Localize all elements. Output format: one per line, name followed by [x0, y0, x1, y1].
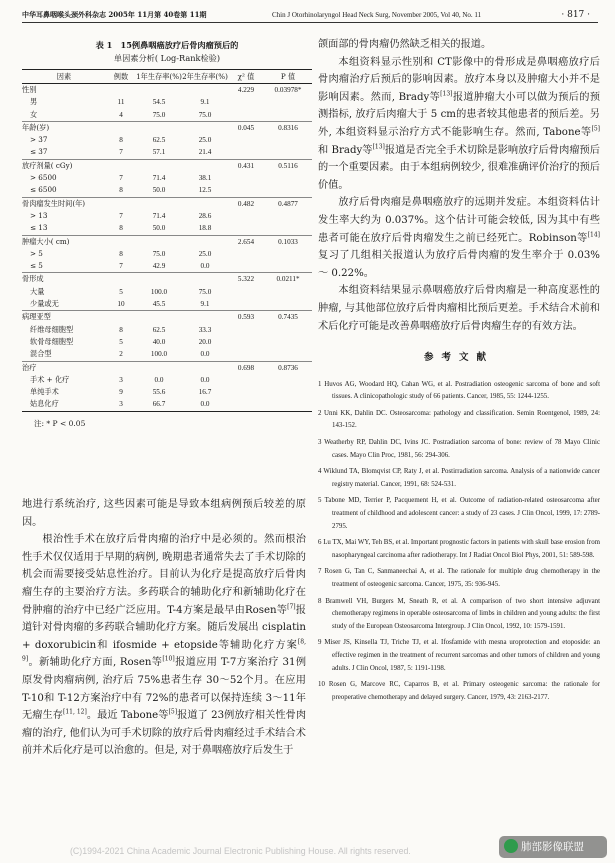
cell-y2: 25.0 — [198, 249, 212, 258]
cell-p — [264, 210, 312, 222]
cell-p — [264, 260, 312, 273]
cell-factor: 治疗 — [22, 361, 106, 374]
cell-p: 0.5116 — [264, 159, 312, 172]
cell-chi — [228, 134, 264, 146]
cell-factor: ≤ 6500 — [30, 185, 57, 195]
cell-y1 — [136, 159, 182, 172]
table-row — [22, 146, 312, 159]
col-header-factor: 因素 — [22, 70, 106, 84]
paragraph: 本组资料结果显示鼻咽癌放疗后骨肉瘤是一种高度恶性的肿瘤, 与其他部位放疗后骨肉瘤相比预后更差。手术结合术前和术后化疗可能是改善鼻咽癌放疗后骨肉瘤生存的有效方法。 — [318, 285, 600, 332]
cell-y1 — [136, 197, 182, 210]
cell-y2 — [182, 197, 228, 210]
table-row — [22, 386, 312, 398]
table-row — [22, 121, 312, 134]
cell-y2: 38.1 — [198, 174, 212, 183]
cell-chi: 5.322 — [228, 273, 264, 286]
table-row — [22, 286, 312, 298]
cell-factor: 女 — [30, 109, 38, 119]
cell-y2: 0.0 — [182, 398, 228, 411]
table-row — [22, 197, 312, 210]
cell-y1 — [136, 361, 182, 374]
table-body — [22, 84, 312, 412]
table-row — [22, 361, 312, 374]
cell-chi: 4.229 — [237, 86, 255, 94]
cell-p — [264, 248, 312, 260]
cell-y2 — [182, 311, 228, 324]
citation: [13] — [372, 143, 385, 151]
cell-p — [264, 146, 312, 159]
cell-y1: 42.9 — [152, 262, 166, 271]
cell-p: 0.0211* — [264, 273, 312, 286]
citation: [8, 9] — [22, 638, 306, 663]
cell-factor: > 6500 — [30, 173, 57, 183]
cell-y1: 100.0 — [150, 287, 168, 296]
reference-item: 9 Miser JS, Kinsella TJ, Triche TJ, et al. Ifosfamide with mesna uroprotection and etoposide: an effective regimen in the treatment of recurrent sarcomas and other tumors of children and young adults. J Clin Oncol, 1987, 5: 1191-1198. — [318, 639, 600, 672]
cell-y1: 62.5 — [152, 325, 166, 334]
cell-n: 11 — [117, 98, 125, 107]
reference-item: 6 Lu TX, Mai WY, Teh BS, et al. Important prognostic factors in patients with skull base erosion from nasopharyngeal carcinoma after radiotherapy. Int J Radiat Oncol Biol Phys, 2001, 51: 589-598. — [318, 539, 600, 559]
paragraph: 根治性手术在放疗后骨肉瘤的治疗中是必须的。然而根治性手术仅仅适用于早期的病例, 晚期患者通常失去了手术切除的机会而需要接受姑息性治疗。目前认为化疗是提高放疗后骨肉瘤生存的主要治疗方法。多药联合的辅助化疗和新辅助化疗在骨肿瘤的治疗中已经广泛应用。T-4方案是最早由Rosen等[7]报道针对骨肉瘤的多药联合辅助化疗方案。随后发展出 cisplatin + doxorubicin和 ifosmide + etopside等辅助化疗方案[8, 9]。新辅助化疗方面, Rosen等[10]报道应用 T-7方案治疗 31例原发骨肉瘤病例, 治疗后 75%患者生存 30～52个月。在应用 T-10和 T-12方案治疗中有 72%的患者可以保持连续 3～11年无瘤生存[11, 12]。最近 Tabone等[5]报道了 23例放疗相关性骨肉瘤的治疗, 他们认为可手术切除的放疗后骨肉瘤经过手术结合术前并术后化疗是可以治愈的。但是, 对于鼻咽癌放疗后发生于 — [22, 534, 307, 757]
cell-n — [106, 361, 136, 374]
cell-p — [264, 109, 312, 122]
col-header-p: P 值 — [264, 70, 312, 84]
table-row — [22, 210, 312, 222]
journal-title-cn: 中华耳鼻咽喉头颈外科杂志 2005年 11月第 40卷第 11期 — [22, 10, 207, 19]
cell-p — [264, 172, 312, 184]
cell-y1 — [136, 235, 182, 248]
cell-chi — [228, 109, 264, 122]
cell-factor: ≤ 13 — [30, 223, 48, 233]
survival-table — [22, 69, 312, 412]
cell-p: 0.8736 — [264, 361, 312, 374]
cell-y2 — [182, 159, 228, 172]
cell-chi — [228, 248, 264, 260]
reference-item: 2 Unni KK, Dahlin DC. Osteosarcoma: pathology and classification. Semin Roentgenol, 1989, 24: 143-152. — [318, 409, 600, 430]
cell-n: 10 — [117, 300, 125, 309]
cell-chi — [228, 184, 264, 197]
cell-factor: 纤维母细胞型 — [30, 324, 74, 334]
cell-factor: ≤ 37 — [30, 147, 48, 157]
right-body-text — [318, 36, 600, 708]
cell-n: 5 — [119, 337, 123, 346]
cell-factor: 软骨母细胞型 — [30, 336, 74, 346]
cell-p — [264, 184, 312, 197]
cell-chi — [228, 172, 264, 184]
cell-n: 4 — [119, 110, 123, 119]
cell-y2: 20.0 — [198, 337, 212, 346]
paragraph: 放疗后骨肉瘤是鼻咽癌放疗的远期并发症。本组资料估计发生率大约为 0.037%。这个估计可能会较低, 因为其中有些患者可能在放疗后骨肉瘤发生之前已经死亡。Robinson等[14]复习了几组相关报道认为放疗后骨肉瘤的发生率介于 0.03% ～ 0.22%。 — [318, 197, 600, 279]
cell-p: 0.8316 — [264, 121, 312, 134]
cell-p — [264, 324, 312, 336]
cell-chi — [228, 336, 264, 348]
cell-y1: 100.0 — [150, 350, 168, 359]
cell-y2 — [182, 235, 228, 248]
cell-factor: 单纯手术 — [30, 387, 59, 397]
cell-n — [106, 121, 136, 134]
cell-n: 8 — [119, 136, 123, 145]
cell-chi — [228, 398, 264, 411]
cell-p: 0.7435 — [264, 311, 312, 324]
cell-y2: 9.1 — [200, 300, 210, 309]
cell-y2: 12.5 — [198, 186, 212, 195]
reference-list — [318, 379, 600, 705]
cell-n — [106, 159, 136, 172]
cell-y2: 75.0 — [198, 287, 212, 296]
cell-chi — [228, 210, 264, 222]
cell-y2: 9.1 — [200, 98, 210, 107]
cell-n — [106, 197, 136, 210]
cell-y1 — [136, 84, 182, 97]
cell-chi — [228, 298, 264, 311]
table-row — [22, 159, 312, 172]
journal-title-en: Chin J Otorhinolaryngol Head Neck Surg, November 2005, Vol 40, No. 11 — [272, 11, 482, 19]
reference-item: 7 Rosen G, Tan C, Sanmaneechai A, et al. The rationale for multiple drug chemotherapy in the treatment of osteogenic sarcoma. Cancer, 1975, 35: 936-945. — [318, 568, 600, 588]
cell-chi: 0.045 — [228, 121, 264, 134]
cell-n: 8 — [119, 186, 123, 195]
cell-chi: 0.431 — [228, 159, 264, 172]
cell-y1: 75.0 — [152, 249, 166, 258]
cell-y1: 0.0 — [154, 375, 164, 384]
col-header-2yr: 2年生存率(%) — [182, 70, 228, 84]
col-header-chi: χ² 值 — [228, 70, 264, 84]
table-subtitle: 单因素分析( Log-Rank检验) — [113, 53, 221, 63]
citation: [11, 12] — [62, 708, 87, 716]
table-row — [22, 172, 312, 184]
cell-p: 0.1033 — [264, 235, 312, 248]
cell-y1: 71.4 — [152, 211, 166, 220]
cell-p: 0.03978* — [274, 86, 302, 94]
cell-factor: 骨肉瘤发生时间(年) — [22, 197, 106, 210]
cell-y1: 62.5 — [152, 136, 166, 145]
cell-y2: 0.0 — [200, 262, 210, 271]
table-row — [22, 109, 312, 122]
table-row — [22, 222, 312, 235]
cell-factor: 姑息化疗 — [22, 398, 106, 411]
cell-n: 3 — [106, 398, 136, 411]
cell-y2 — [182, 84, 228, 97]
cell-factor: > 37 — [30, 135, 48, 145]
table-row — [22, 348, 312, 361]
cell-chi — [228, 222, 264, 235]
table-row — [22, 398, 312, 411]
copyright-footer: (C)1994-2021 China Academic Journal Electronic Publishing House. All rights reserved. — [70, 846, 411, 856]
cell-n: 7 — [119, 148, 123, 157]
table-row — [22, 184, 312, 197]
reference-item: 1 Huvos AG, Woodard HQ, Cahan WG, et al. Postradiation osteogenic sarcoma of bone and soft tissues. A clinicopathologic study of 66 patients. Cancer, 1985, 55: 1244-1255. — [318, 380, 600, 401]
cell-y2: 21.4 — [198, 148, 212, 157]
citation: [13] — [440, 90, 453, 98]
page-number: · 817 · — [561, 10, 590, 20]
citation: [14] — [587, 231, 600, 239]
cell-factor: 大量 — [30, 286, 45, 296]
cell-n: 8 — [119, 325, 123, 334]
cell-n — [106, 273, 136, 286]
cell-n — [106, 235, 136, 248]
cell-y1: 50.0 — [152, 224, 166, 233]
paragraph: 颌面部的骨肉瘤仍然缺乏相关的报道。 — [318, 39, 492, 50]
cell-n: 7 — [119, 211, 123, 220]
references-title: 参考文献 — [423, 352, 494, 364]
table-row — [22, 324, 312, 336]
table-row — [22, 134, 312, 146]
cell-n: 9 — [119, 388, 123, 397]
cell-y1: 66.7 — [136, 398, 182, 411]
watermark-text: 肺部影像联盟 — [521, 841, 584, 853]
table-title: 表 1 15例鼻咽癌放疗后骨肉瘤预后的 — [95, 40, 239, 50]
cell-p — [264, 398, 312, 411]
cell-chi: 0.482 — [228, 197, 264, 210]
paragraph: 地进行系统治疗, 这些因素可能是导致本组病例预后较差的原因。 — [22, 499, 306, 528]
cell-y2: 25.0 — [198, 136, 212, 145]
cell-n: 7 — [119, 174, 123, 183]
cell-factor: > 13 — [30, 210, 48, 220]
cell-factor: ≤ 5 — [30, 261, 43, 271]
cell-chi — [228, 386, 264, 398]
citation: [5] — [591, 125, 600, 133]
cell-p — [264, 222, 312, 235]
table-row — [22, 374, 312, 386]
table-row — [22, 84, 312, 97]
cell-n: 3 — [119, 375, 123, 384]
citation: [7] — [287, 603, 296, 611]
cell-y1: 45.5 — [152, 300, 166, 309]
cell-y2: 18.8 — [198, 224, 212, 233]
cell-p — [264, 286, 312, 298]
cell-p: 0.4877 — [264, 197, 312, 210]
cell-p — [264, 134, 312, 146]
cell-chi: 0.593 — [228, 311, 264, 324]
cell-y1: 40.0 — [152, 337, 166, 346]
cell-y1: 57.1 — [152, 148, 166, 157]
left-body-text — [22, 496, 306, 760]
cell-y2 — [182, 121, 228, 134]
cell-p — [264, 386, 312, 398]
reference-item: 3 Weatherby RP, Dahlin DC, Ivins JC. Postradiation sarcoma of bone: review of 78 Mayo Clinic cases. Mayo Clin Proc, 1981, 56: 294-306. — [318, 439, 600, 459]
citation: [10] — [162, 655, 175, 663]
cell-y1: 54.5 — [152, 98, 166, 107]
cell-y1 — [136, 273, 182, 286]
reference-item: 5 Tabone MD, Terrier P, Pacquement H, et al. Outcome of radiation-related osteosarcoma after treatment of childhood and adolescent cancer: a study of 23 cases. J Clin Oncol, 1999, 17: 2789-2795. — [318, 497, 600, 530]
cell-factor: 肿瘤大小( cm) — [22, 235, 106, 248]
cell-chi — [228, 260, 264, 273]
cell-y2: 28.6 — [198, 211, 212, 220]
cell-chi: 0.698 — [228, 361, 264, 374]
cell-factor: 放疗剂量( cGy) — [22, 159, 106, 172]
reference-item: 8 Bramwell VH, Burgers M, Sneath R, et al. A comparison of two short intensive adjuvant chemotherapy regimens in operable osteosarcoma of limbs in children and young adults: the first study of the European Osteosarcoma Intergroup. J Clin Oncol, 1992, 10: 1579-1591. — [318, 597, 600, 630]
cell-factor: 混合型 — [30, 349, 52, 359]
running-header — [22, 8, 598, 23]
cell-chi — [228, 324, 264, 336]
table-row — [22, 273, 312, 286]
reference-item: 4 Wiklund TA, Blomqvist CP, Raty J, et al. Postirradiation sarcoma. Analysis of a nationwide cancer registry material. Cancer, 1991, 68: 524-531. — [318, 468, 600, 488]
cell-y2 — [182, 361, 228, 374]
watermark-badge — [499, 836, 607, 858]
cell-factor: 手术 + 化疗 — [30, 374, 70, 384]
cell-y2: 0.0 — [200, 375, 210, 384]
cell-n: 5 — [119, 287, 123, 296]
table-row — [22, 235, 312, 248]
cell-n: 7 — [119, 262, 123, 271]
cell-n — [106, 84, 136, 97]
table-row — [22, 260, 312, 273]
cell-chi — [228, 286, 264, 298]
cell-chi: 2.654 — [228, 235, 264, 248]
cell-n: 2 — [119, 350, 123, 359]
cell-chi — [228, 374, 264, 386]
cell-factor: 少量或无 — [30, 299, 59, 309]
cell-y1: 71.4 — [152, 174, 166, 183]
wechat-icon — [504, 839, 518, 853]
cell-p — [264, 298, 312, 311]
table-1 — [22, 38, 312, 429]
cell-y2: 33.3 — [198, 325, 212, 334]
cell-y1: 55.6 — [152, 388, 166, 397]
cell-n: 8 — [119, 249, 123, 258]
reference-item: 10 Rosen G, Marcove RC, Caparros B, et al. Primary osteogenic sarcoma: the rationale for preoperative chemotherapy and delayed surgery. Cancer, 1979, 43: 2163-2177. — [318, 681, 600, 701]
cell-chi — [228, 146, 264, 159]
cell-factor: 性别 — [22, 85, 37, 94]
paragraph: 本组资料显示性别和 CT影像中的骨形成是鼻咽癌放疗后骨肉瘤治疗后预后的影响因素。放疗本身以及肿瘤大小并不是影响因素。然而, Brady等[13]报道肿瘤大小可以做为预后的预测指标, 放疗后肉瘤大于 5 cm的患者较其他患者的预后差。另外, 本组资料显示治疗方式不能影响生存。然而, Tabone等[5]和 Brady等[13]报道是否完全手术切除是影响放疗后骨肉瘤预后的一个重要因素。由于本组病例较少, 很难准确评价治疗的预后价值。 — [318, 56, 600, 191]
cell-y1 — [136, 121, 182, 134]
cell-p — [264, 96, 312, 108]
cell-n — [106, 311, 136, 324]
cell-p — [264, 374, 312, 386]
cell-p — [264, 348, 312, 361]
cell-factor: 年龄(岁) — [22, 121, 106, 134]
cell-y2: 16.7 — [198, 388, 212, 397]
cell-factor: 男 — [30, 97, 38, 107]
table-row — [22, 96, 312, 108]
cell-y2 — [182, 273, 228, 286]
cell-y1: 75.0 — [152, 110, 166, 119]
cell-factor: 病理亚型 — [22, 311, 106, 324]
cell-y1: 50.0 — [152, 186, 166, 195]
table-row — [22, 298, 312, 311]
col-header-1yr: 1年生存率(%) — [136, 70, 182, 84]
table-note: 注: * P < 0.05 — [34, 418, 86, 428]
cell-y1 — [136, 311, 182, 324]
cell-factor: 骨形成 — [22, 273, 106, 286]
table-row — [22, 311, 312, 324]
citation: [5] — [168, 708, 178, 716]
cell-y2: 0.0 — [200, 350, 210, 359]
col-header-n: 例数 — [106, 70, 136, 84]
table-row — [22, 336, 312, 348]
cell-y2: 75.0 — [198, 110, 212, 119]
cell-p — [264, 336, 312, 348]
cell-chi — [228, 96, 264, 108]
cell-n: 8 — [119, 224, 123, 233]
table-row — [22, 248, 312, 260]
cell-factor: > 5 — [30, 248, 43, 258]
cell-chi — [228, 348, 264, 361]
